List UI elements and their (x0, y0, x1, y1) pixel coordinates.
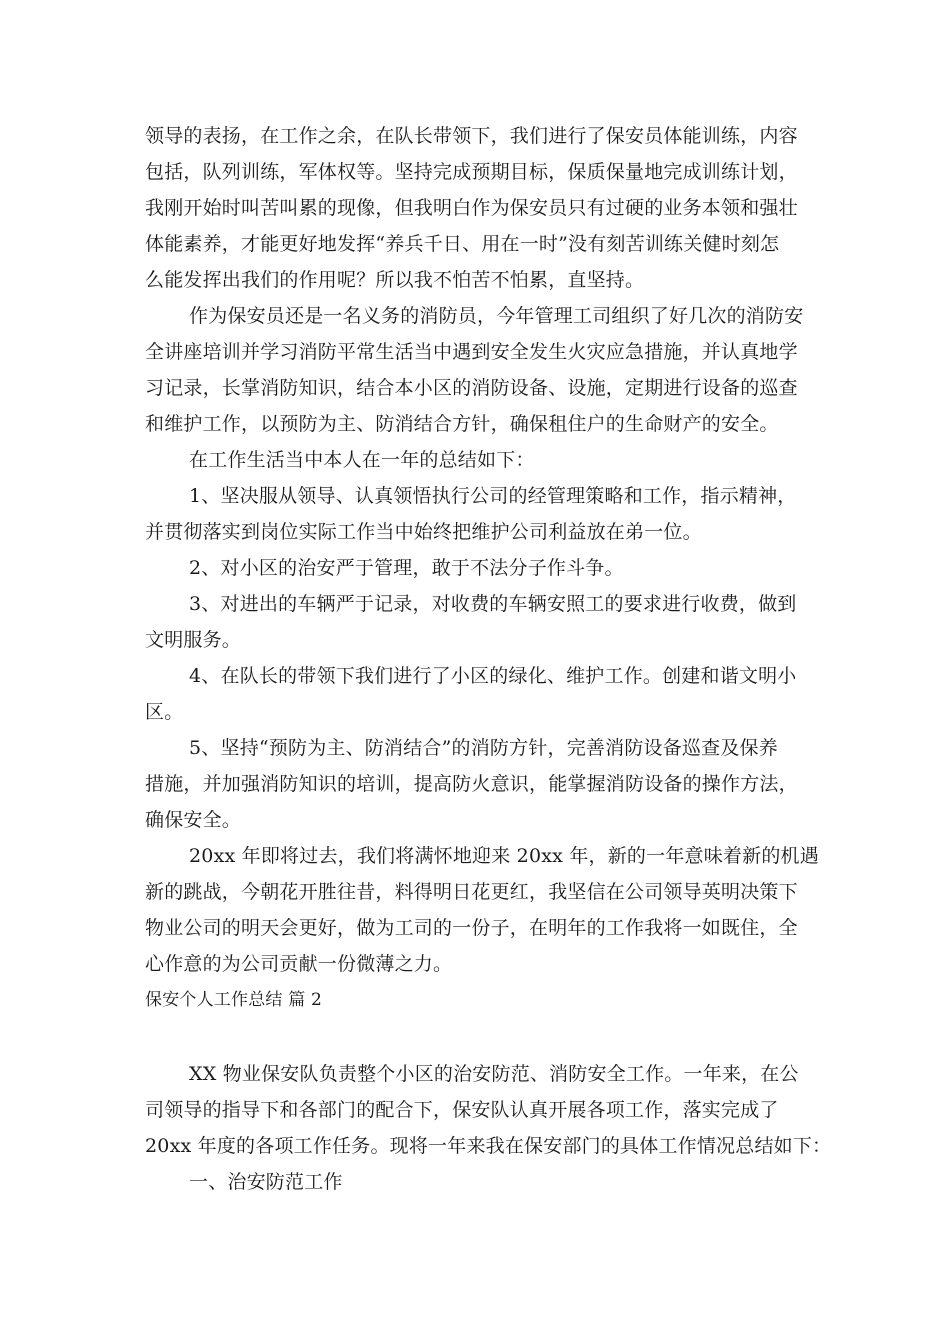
section-gap (145, 1018, 815, 1056)
text-line: 5、坚持“预防为主、防消结合”的消防方针，完善消防设备巡查及保养 (189, 737, 778, 759)
text-line: 2、对小区的治安严于管理，敢于不法分子作斗争。 (189, 557, 624, 579)
text-line: 并贯彻落实到岗位实际工作当中始终把维护公司利益放在弟一位。 (145, 521, 702, 543)
body-text-part-1 (145, 118, 819, 982)
text-line: 司领导的指导下和各部门的配合下，保安队认真开展各项工作，落实完成了 (145, 1099, 779, 1121)
text-line: 我刚开始时叫苦叫累的现像，但我明白作为保安员只有过硬的业务本领和强壮 (145, 197, 798, 219)
text-line: 3、对进出的车辆严于记录，对收费的车辆安照工的要求进行收费，做到 (189, 593, 797, 615)
text-line: 全讲座培训并学习消防平常生活当中遇到安全发生火灾应急措施，并认真地学 (145, 341, 798, 363)
body-text-part-2 (145, 1056, 832, 1200)
text-line: 确保安全。 (145, 809, 242, 831)
text-line: 措施，并加强消防知识的培训，提高防火意识，能掌握消防设备的操作方法， (145, 773, 798, 795)
text-line: 在工作生活当中本人在一年的总结如下： (189, 449, 535, 471)
text-line: 20xx 年即将过去，我们将满怀地迎来 20xx 年，新的一年意味着新的机遇 (189, 845, 819, 867)
text-line: 心作意的为公司贡献一份微薄之力。 (145, 953, 453, 975)
text-line: 1、坚决服从领导、认真领悟执行公司的经管理策略和工作，指示精神， (189, 485, 797, 507)
text-line: XX 物业保安队负责整个小区的治安防范、消防安全工作。一年来，在公 (189, 1063, 799, 1085)
section-title: 保安个人工作总结 篇 2 (145, 990, 323, 1010)
text-line: 么能发挥出我们的作用呢？所以我不怕苦不怕累，直坚持。 (145, 269, 645, 291)
text-line: 文明服务。 (145, 629, 242, 651)
text-line: 领导的表扬，在工作之余，在队长带领下，我们进行了保安员体能训练，内容 (145, 125, 798, 147)
document-page (145, 118, 832, 1200)
text-line: 包括，队列训练，军体权等。坚持完成预期目标，保质保量地完成训练计划， (145, 161, 798, 183)
text-line: 物业公司的明天会更好，做为工司的一份子，在明年的工作我将一如既住，全 (145, 917, 798, 939)
text-line: 新的跳战，今朝花开胜往昔，料得明日花更红，我坚信在公司领导英明决策下 (145, 881, 798, 903)
text-line: 4、在队长的带领下我们进行了小区的绿化、维护工作。创建和谐文明小 (189, 665, 797, 687)
text-line: 和维护工作，以预防为主、防消结合方针，确保租住户的生命财产的安全。 (145, 413, 779, 435)
text-line: 一、治安防范工作 (189, 1171, 343, 1193)
text-line: 习记录，长掌消防知识，结合本小区的消防设备、设施，定期进行设备的巡查 (145, 377, 798, 399)
text-line: 体能素养，才能更好地发挥“养兵千日、用在一时”没有刻苦训练关健时刻怎 (145, 233, 780, 255)
text-line: 作为保安员还是一名义务的消防员，今年管理工司组织了好几次的消防安 (189, 305, 804, 327)
text-line: 20xx 年度的各项工作任务。现将一年来我在保安部门的具体工作情况总结如下： (145, 1135, 832, 1157)
text-line: 区。 (145, 701, 184, 723)
